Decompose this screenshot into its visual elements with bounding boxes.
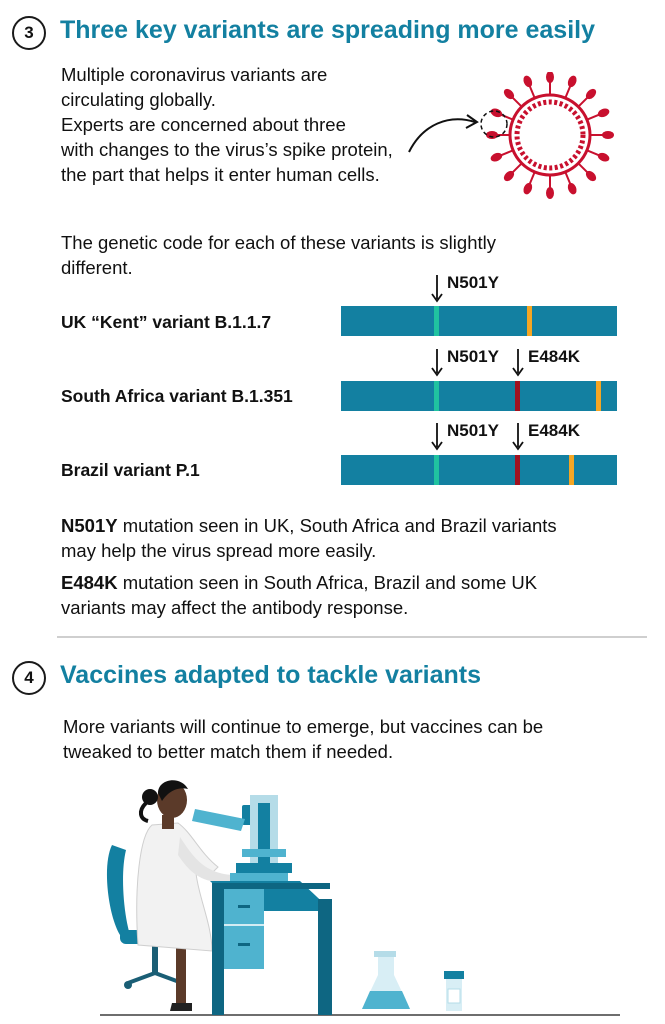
intro-line: Experts are concerned about three bbox=[61, 114, 346, 135]
mutation-label-n501y: N501Y bbox=[447, 273, 499, 292]
note-text: mutation seen in UK, South Africa and Brazil variants bbox=[117, 515, 557, 536]
spike-protein bbox=[489, 151, 503, 163]
coronavirus-icon bbox=[478, 72, 628, 202]
genetic-intro-line: different. bbox=[61, 257, 133, 278]
intro-line: circulating globally. bbox=[61, 89, 216, 110]
spike-protein bbox=[597, 107, 611, 119]
vial-icon bbox=[444, 971, 464, 1011]
note-line bbox=[61, 513, 557, 538]
intro-line: the part that helps it enter human cells. bbox=[61, 164, 380, 185]
step-number-3: 3 bbox=[12, 16, 46, 50]
note-text: mutation seen in South Africa, Brazil and some UK bbox=[117, 572, 538, 593]
genome-bar-brazil bbox=[341, 455, 617, 485]
genetic-intro-line: The genetic code for each of these variants is slightly bbox=[61, 232, 496, 253]
intro-line: Multiple coronavirus variants are bbox=[61, 64, 328, 85]
note-line: may help the virus spread more easily. bbox=[61, 540, 377, 561]
mutation-marker-other bbox=[527, 306, 532, 336]
spike-protein bbox=[546, 72, 554, 83]
section-4-intro bbox=[63, 714, 543, 764]
down-arrow-icon bbox=[430, 423, 444, 451]
spike-protein bbox=[546, 187, 554, 199]
variant-label-uk: UK “Kent” variant B.1.1.7 bbox=[61, 312, 272, 332]
section-3-intro bbox=[61, 62, 393, 187]
note-e484k bbox=[61, 570, 537, 620]
note-line bbox=[61, 570, 537, 595]
intro-line: with changes to the virus’s spike protein, bbox=[61, 139, 393, 160]
mutation-label-e484k: E484K bbox=[528, 347, 580, 366]
spike-protein bbox=[566, 74, 578, 88]
genome-bar-south-africa bbox=[341, 381, 617, 411]
mutation-marker-n501y bbox=[434, 455, 439, 485]
spike-protein bbox=[486, 131, 498, 139]
section-4-heading: Vaccines adapted to tackle variants bbox=[60, 661, 482, 689]
intro-line: tweaked to better match them if needed. bbox=[63, 741, 394, 762]
down-arrow-icon bbox=[511, 349, 525, 377]
mutation-label-n501y: N501Y bbox=[447, 421, 499, 440]
mutation-marker-other bbox=[569, 455, 574, 485]
spike-protein bbox=[522, 74, 534, 88]
spike-protein bbox=[602, 131, 614, 139]
spike-protein bbox=[489, 107, 503, 119]
note-term: N501Y bbox=[61, 515, 118, 536]
mutation-marker-n501y bbox=[434, 381, 439, 411]
mutation-marker-e484k bbox=[515, 455, 520, 485]
down-arrow-icon bbox=[511, 423, 525, 451]
spike-protein bbox=[566, 182, 578, 196]
note-term: E484K bbox=[61, 572, 118, 593]
note-n501y bbox=[61, 513, 557, 563]
spike-protein bbox=[522, 182, 534, 196]
step-number-4: 4 bbox=[12, 661, 46, 695]
spike-protein bbox=[597, 151, 611, 163]
scientist-illustration bbox=[100, 775, 620, 1020]
genetic-intro bbox=[61, 230, 496, 280]
mutation-marker-n501y bbox=[434, 306, 439, 336]
mutation-label-e484k: E484K bbox=[528, 421, 580, 440]
section-divider bbox=[57, 636, 647, 638]
flask-icon bbox=[362, 951, 410, 1009]
mutation-marker-e484k bbox=[515, 381, 520, 411]
down-arrow-icon bbox=[430, 275, 444, 303]
mutation-label-n501y: N501Y bbox=[447, 347, 499, 366]
mutation-marker-other bbox=[596, 381, 601, 411]
variant-label-brazil: Brazil variant P.1 bbox=[61, 460, 200, 480]
desk-icon bbox=[210, 881, 332, 1015]
note-line: variants may affect the antibody response. bbox=[61, 597, 409, 618]
variant-label-south-africa: South Africa variant B.1.351 bbox=[61, 386, 293, 406]
down-arrow-icon bbox=[430, 349, 444, 377]
section-3-heading: Three key variants are spreading more easily bbox=[60, 16, 595, 44]
curved-arrow-icon bbox=[405, 110, 485, 160]
intro-line: More variants will continue to emerge, but vaccines can be bbox=[63, 716, 544, 737]
genome-bar-uk bbox=[341, 306, 617, 336]
